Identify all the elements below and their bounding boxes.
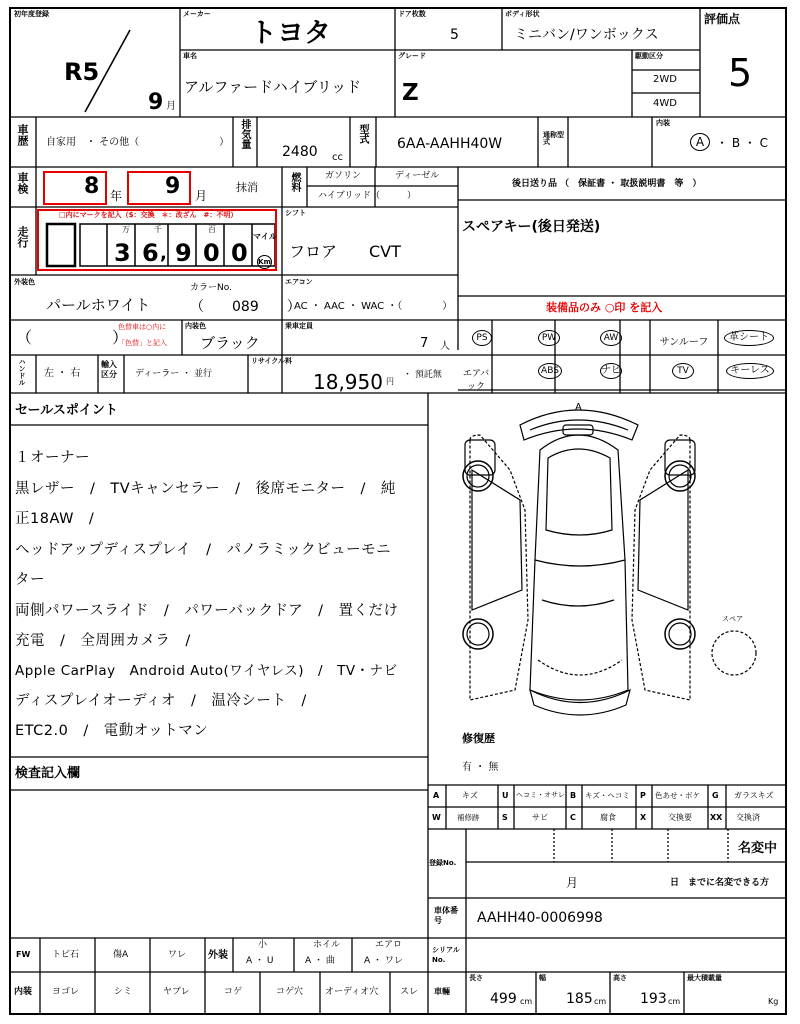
drive-label: 駆動区分	[635, 52, 663, 60]
score-label: 評価点	[704, 12, 741, 26]
car-diagram-lines	[463, 410, 756, 715]
equip-navi: ナビ	[600, 363, 622, 379]
later-docs: 後日送り品 （ 保証書 ・ 取扱説明書 等 ）	[512, 179, 702, 189]
model-label: 型式	[357, 124, 368, 144]
equip-keyless: キーレス	[726, 363, 774, 379]
model: 6AA-AAHH40W	[397, 136, 503, 152]
handle-label: ハンドル	[18, 358, 26, 386]
length-label: 長さ	[469, 974, 483, 982]
erased: 抹消	[236, 181, 258, 194]
sales-line: ター	[15, 572, 45, 588]
legend-desc: キズ	[462, 791, 478, 800]
aircon-label: エアコン	[285, 278, 313, 286]
legend-desc: 補修跡	[457, 813, 480, 822]
shift: フロア CVT	[289, 242, 401, 261]
equip-abs: ABS	[538, 363, 562, 379]
legend-code: X	[640, 813, 647, 822]
color-no-label: カラーNo.	[190, 283, 232, 293]
unit-sen: 千	[154, 225, 162, 234]
sales-points-title: セールスポイント	[15, 403, 118, 418]
mileage-label: 走行	[16, 226, 29, 248]
repair-value: 有 ・ 無	[462, 762, 499, 773]
capacity-unit: 人	[440, 341, 450, 352]
serial-label: シリアルNo.	[432, 946, 460, 964]
bottom-aero-value: A ・ ワレ	[364, 956, 403, 966]
legend-code: G	[712, 791, 719, 800]
body-label: ボディ形状	[505, 10, 540, 18]
reg-month: 月	[566, 876, 579, 890]
sales-line: １オーナー	[15, 450, 90, 466]
car-name: アルファードハイブリッド	[184, 78, 362, 96]
recycle-deposit: ・ 預託無	[403, 370, 442, 380]
sales-line: 両側パワースライド / パワーバックドア / 置くだけ	[15, 603, 399, 619]
mileage-comma: ,	[160, 243, 167, 264]
equip-leather: 革シート	[724, 330, 774, 346]
legend-code: A	[433, 791, 440, 800]
bottom-item: ワレ	[168, 950, 187, 960]
first-reg-month: 9	[148, 90, 164, 115]
displacement-label: 排気量	[239, 119, 250, 149]
size-label: 車輛	[434, 987, 450, 996]
km-unit: Km	[257, 255, 272, 269]
inspection-year-suffix: 年	[110, 189, 123, 203]
aircon: AC ・ AAC ・ WAC ・（ ）	[294, 301, 453, 312]
legend-code: B	[570, 791, 577, 800]
bottom-item: 傷A	[113, 950, 129, 960]
load-label: 最大積載量	[687, 974, 722, 982]
bottom-item: スレ	[400, 987, 419, 997]
exterior-color-label: 外装色	[14, 278, 35, 286]
unit-hyaku: 百	[208, 225, 216, 234]
first-reg-label: 初年度登録	[14, 10, 49, 18]
bottom-item: ヤブレ	[163, 987, 190, 997]
legend-desc: ヘコミ・オサレ	[516, 791, 565, 799]
mileage-note: □内にマークを記入（$：交換 ＊：改ざん #：不明）	[59, 211, 238, 219]
legend-desc: 交換済	[736, 813, 760, 822]
doors-label: ドア枚数	[398, 10, 426, 18]
unit-man: 万	[122, 225, 130, 234]
grade-label: グレード	[398, 52, 426, 60]
diagram-front-label: A	[575, 402, 582, 413]
bottom-item: トビ石	[52, 950, 80, 960]
recycle-yen: 円	[386, 377, 394, 386]
chassis-number: AAHH40-0006998	[477, 910, 603, 926]
import-label: 輸入区分	[101, 360, 117, 379]
reg-no-label: 登録No.	[429, 859, 457, 867]
common-model-label: 通称型式	[543, 131, 564, 146]
mileage-digit-5: 0	[231, 239, 248, 267]
length-unit: cm	[520, 997, 533, 1006]
legend-code: P	[640, 791, 646, 800]
legend-desc: サビ	[532, 813, 548, 822]
name-change: 名変中	[738, 841, 778, 856]
legend-code: C	[570, 813, 576, 822]
recycle-label: リサイクル料	[251, 357, 293, 365]
bottom-item: ヨゴレ	[52, 987, 80, 997]
equipment-header: 装備品のみ ○印 を記入	[546, 301, 663, 314]
exterior-color: パールホワイト	[46, 296, 151, 314]
inspection-label: 車検	[16, 172, 29, 194]
legend-code: XX	[710, 813, 723, 822]
bottom-aero: エアロ	[375, 940, 403, 950]
interior-grade-a: A	[690, 133, 710, 151]
color-change-paren: （ ）	[16, 328, 129, 347]
legend-desc: ガラスキズ	[734, 791, 774, 800]
cc-unit: cc	[332, 152, 343, 163]
legend-desc: キズ・ヘコミ	[585, 791, 630, 800]
interior-grade-rest: ・ B ・ C	[716, 136, 769, 150]
bottom-exterior: 外装	[208, 950, 228, 961]
length: 499	[490, 991, 517, 1007]
maker: トヨタ	[250, 18, 331, 49]
capacity-label: 乗車定員	[285, 322, 313, 330]
sales-line: 充電 / 全周囲カメラ /	[15, 633, 191, 649]
drive-4wd: 4WD	[653, 98, 677, 109]
sales-line: ヘッドアップディスプレイ / パノラミックビューモニ	[15, 542, 392, 558]
equip-pw: PW	[538, 330, 560, 346]
equip-airbag: エアバック	[462, 369, 490, 392]
sales-line: 正18AW /	[15, 511, 95, 527]
legend-code: U	[502, 791, 509, 800]
bottom-wheel-value: A ・ 曲	[305, 956, 335, 966]
width-label: 幅	[539, 974, 546, 982]
import-value: ディーラー ・ 並行	[135, 369, 213, 379]
maker-label: メーカー	[183, 10, 211, 18]
inspection-notes-title: 検査記入欄	[15, 766, 81, 781]
capacity: 7	[420, 336, 429, 351]
legend-code: S	[502, 813, 508, 822]
equip-ps: PS	[472, 330, 492, 346]
bottom-small: 小	[258, 940, 268, 950]
interior-color-label: 内装色	[185, 322, 206, 330]
bottom-item: コゲ穴	[276, 987, 304, 997]
width: 185	[566, 991, 593, 1007]
mile-unit: マイル	[253, 232, 277, 241]
shift-label: シフト	[285, 209, 306, 217]
color-change-note-2: 「色替」と記入	[118, 339, 167, 347]
interior-color: ブラック	[200, 334, 260, 352]
reg-day-text: 日 までに名変できる方	[670, 878, 770, 888]
interior-label: 内装	[656, 119, 670, 127]
legend-desc: 腐食	[600, 813, 616, 822]
sales-line: 黒レザー / TVキャンセラー / 後席モニター / 純	[15, 481, 396, 497]
chassis-label: 車体番号	[434, 906, 458, 925]
fuel-label: 燃料	[289, 172, 300, 192]
height-label: 高さ	[613, 974, 627, 982]
displacement: 2480	[282, 144, 318, 160]
bottom-item: オーディオ穴	[325, 987, 379, 997]
diagram-spare-label: スペア	[722, 615, 743, 623]
legend-desc: 色あせ・ボケ	[655, 791, 700, 800]
first-reg-era: R5	[64, 58, 100, 86]
width-unit: cm	[594, 997, 607, 1006]
first-reg-month-suffix: 月	[166, 101, 176, 112]
equip-sunroof: サンルーフ	[659, 337, 709, 348]
fuel-hybrid: ハイブリッド（ ）	[318, 191, 417, 201]
legend-code: W	[432, 813, 441, 822]
fuel-diesel: ディーゼル	[395, 171, 440, 181]
height-unit: cm	[668, 997, 681, 1006]
grade: Z	[402, 80, 419, 106]
legend-desc: 交換要	[668, 813, 692, 822]
body-type: ミニバン/ワンボックス	[514, 27, 659, 43]
height: 193	[640, 991, 667, 1007]
bottom-item: シミ	[114, 987, 133, 997]
bottom-wheel: ホイル	[313, 940, 341, 950]
repair-label: 修復歴	[462, 732, 495, 745]
recycle-amount: 18,950	[313, 370, 383, 394]
bottom-small-value: A ・ U	[246, 956, 274, 966]
inspection-month: 9	[165, 174, 181, 199]
inspection-month-suffix: 月	[195, 189, 208, 203]
load-unit: Kg	[768, 997, 779, 1006]
fuel-gasoline: ガソリン	[325, 171, 362, 181]
bottom-fw: FW	[16, 950, 31, 959]
color-change-note-1: 色替車は○内に	[118, 323, 167, 331]
sales-line: ディスプレイオーディオ / 温冷シート /	[15, 693, 307, 709]
mileage-digit-4: 0	[203, 239, 220, 267]
history-value: 自家用 ・ その他（ ）	[46, 137, 230, 148]
equip-tv: TV	[672, 363, 694, 379]
bottom-interior: 内装	[14, 987, 33, 997]
handle-value: 左 ・ 右	[44, 368, 81, 379]
doors: 5	[450, 27, 459, 43]
bottom-item: コゲ	[224, 987, 243, 997]
drive-2wd: 2WD	[653, 74, 677, 85]
car-name-label: 車名	[183, 52, 197, 60]
history-label: 車歴	[16, 124, 29, 146]
inspection-year: 8	[84, 174, 100, 199]
equip-aw: AW	[600, 330, 622, 346]
mileage-digit-2: 6	[142, 239, 159, 267]
sales-line: ETC2.0 / 電動オットマン	[15, 723, 209, 739]
mileage-digit-3: 9	[175, 239, 192, 267]
mileage-digit-1: 3	[114, 239, 131, 267]
color-no: （ 089 ）	[190, 299, 301, 315]
score: 5	[728, 51, 753, 95]
spare-key-note: スペアキー(後日発送)	[462, 219, 601, 235]
sales-line: Apple CarPlay Android Auto(ワイヤレス) / TV・ナビ	[15, 663, 398, 679]
